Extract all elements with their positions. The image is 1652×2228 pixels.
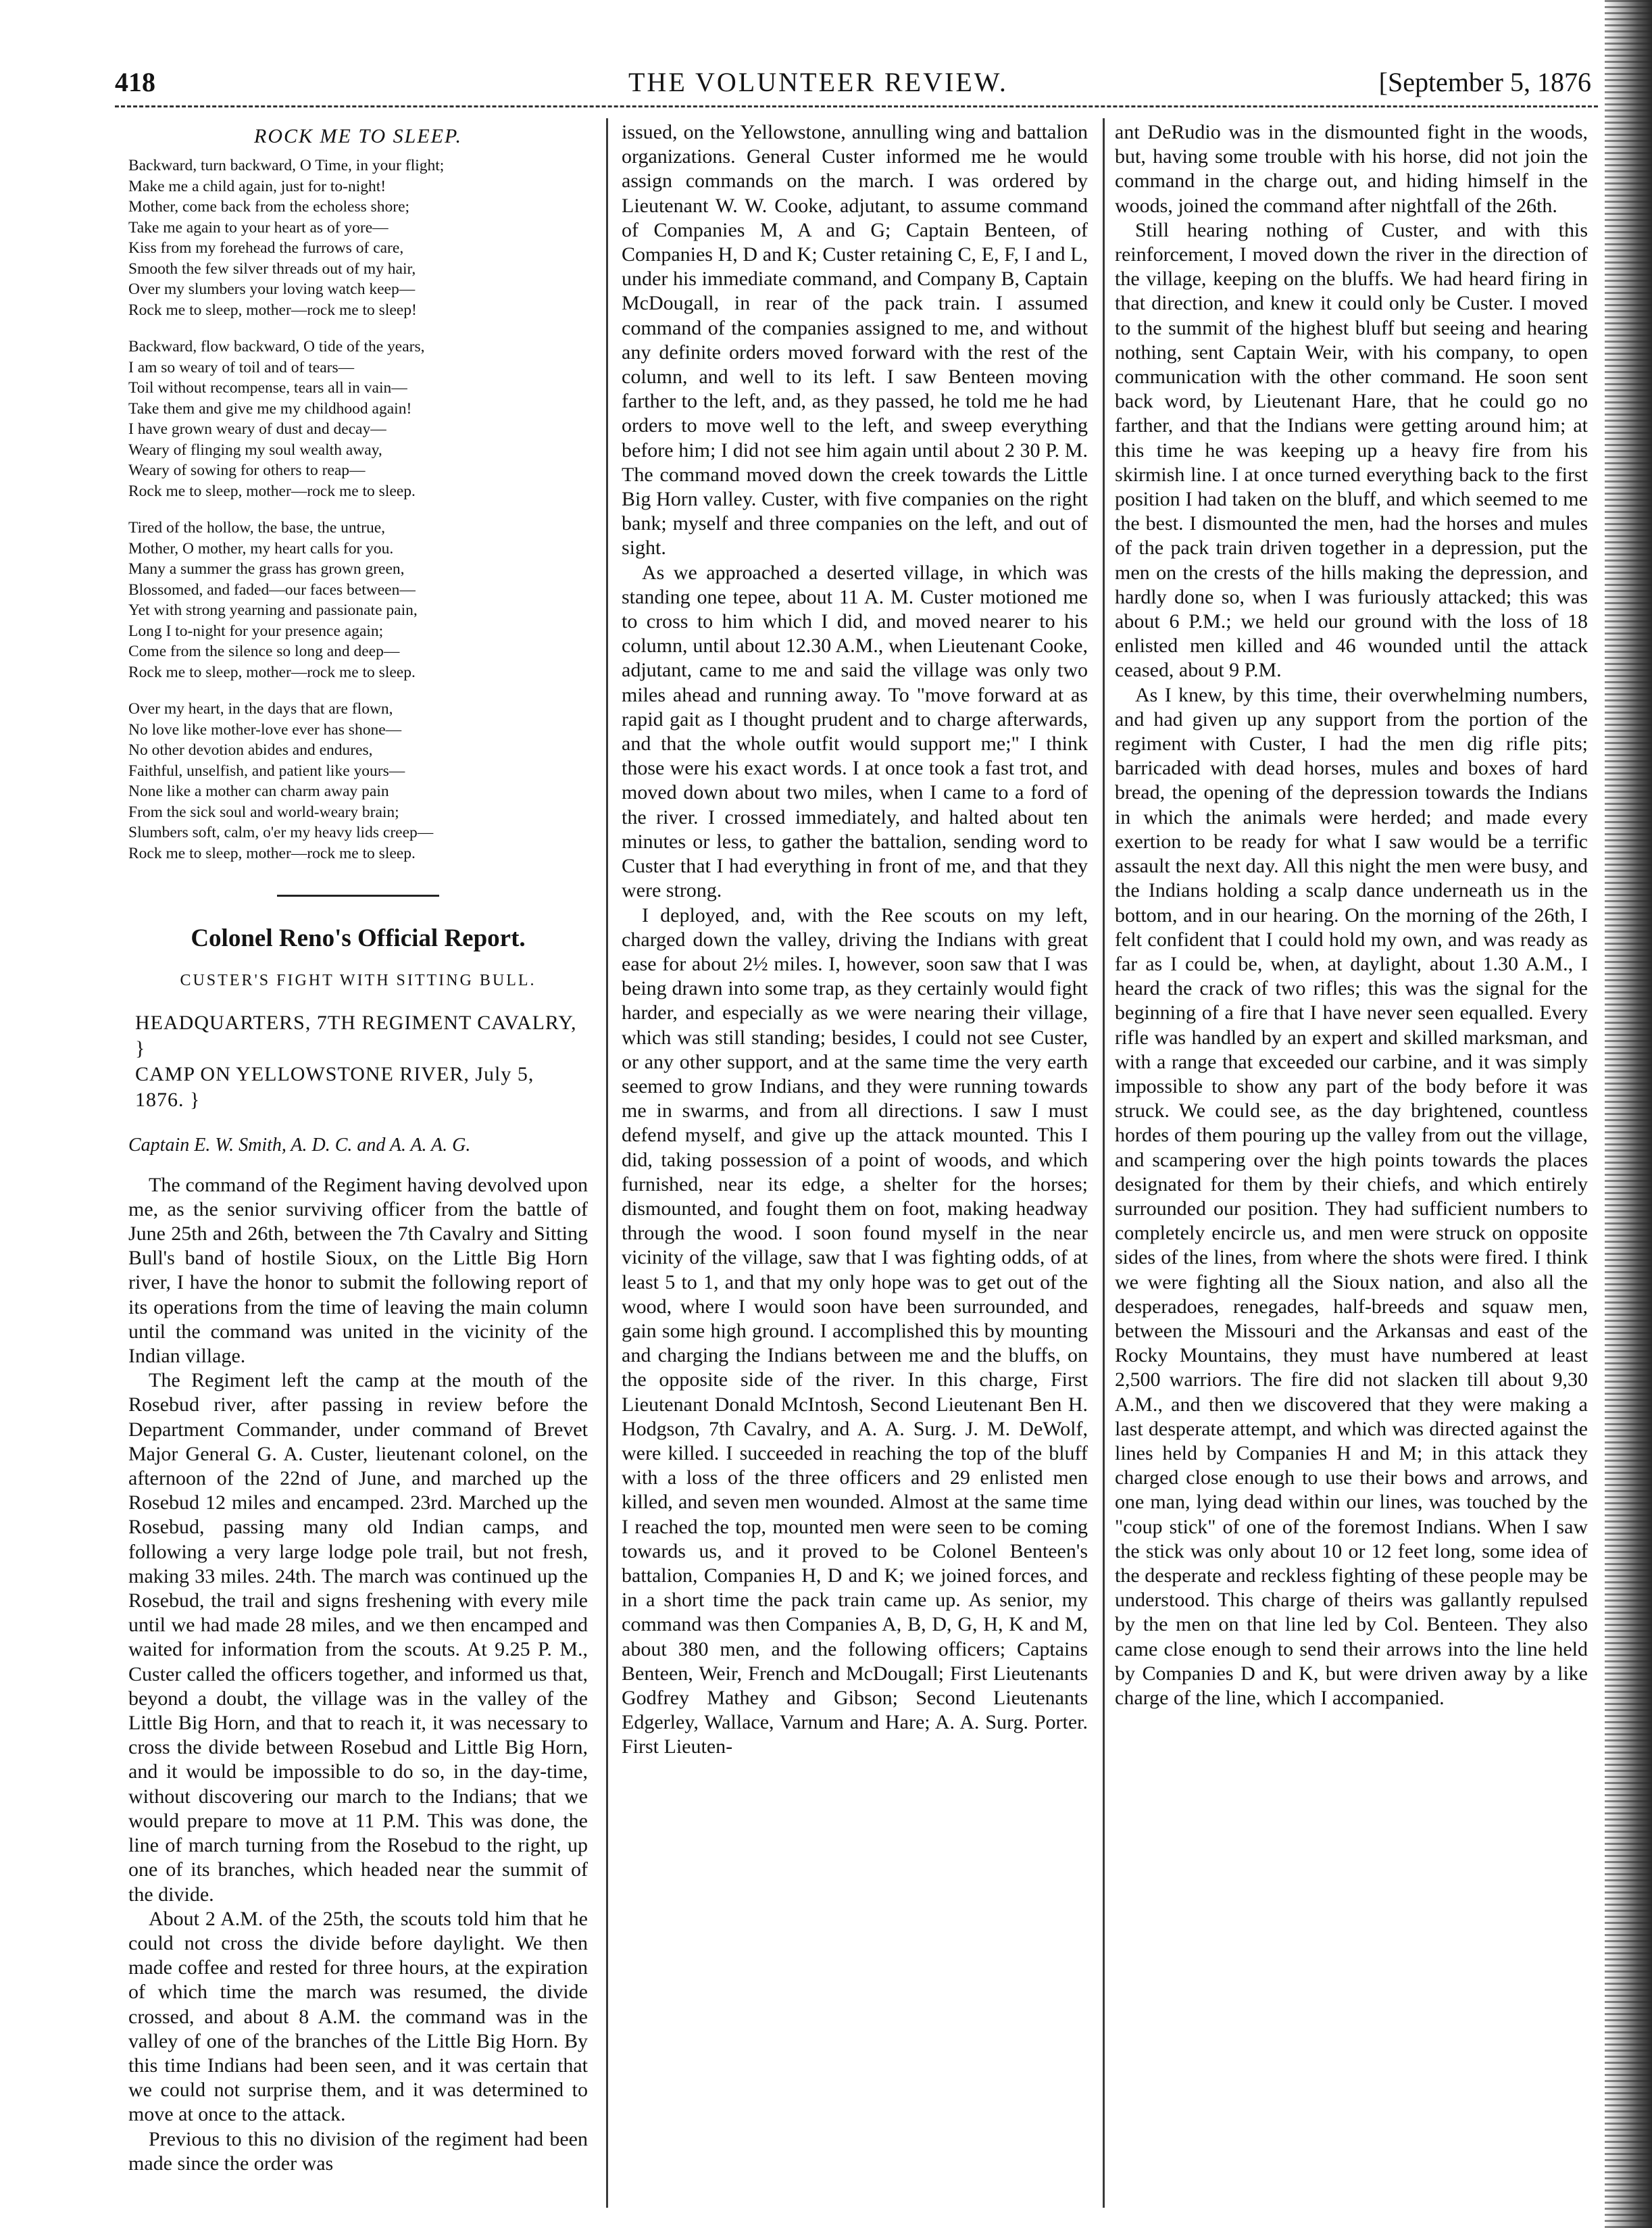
poem-line: Over my slumbers your loving watch keep— bbox=[128, 280, 416, 299]
poem-stanza bbox=[128, 337, 588, 501]
article-addressee: Captain E. W. Smith, A. D. C. and A. A. A. G. bbox=[128, 1135, 471, 1156]
poem-line: Weary of flinging my soul wealth away, bbox=[128, 441, 382, 459]
column-2-text bbox=[622, 120, 1088, 1760]
column-2 bbox=[622, 120, 1088, 1760]
poem-line: Rock me to sleep, mother—rock me to sleep! bbox=[128, 301, 417, 319]
poem-line: Long I to-night for your presence again; bbox=[128, 622, 384, 640]
poem-line: Backward, turn backward, O Time, in your flight; bbox=[128, 157, 445, 175]
article-paragraph: ant DeRudio was in the dismounted fight in the woods, but, having some trouble with his horse, did not join the command in the charge out, and hiding himself in the woods, joined the command after nightfall of the 26th. bbox=[1115, 121, 1588, 217]
article-paragraph: Previous to this no division of the regiment had been made since the order was bbox=[128, 2127, 588, 2175]
dateline-line: CAMP ON YELLOWSTONE RIVER, July 5, 1876. } bbox=[135, 1063, 534, 1112]
article-paragraph: Still hearing nothing of Custer, and with this reinforcement, I moved down the river in the direction of the village, keeping on the bluffs. We had heard firing in that direction, and knew it could only be Custer. I moved to the summit of the highest bluff but seeing and hearing nothing, sent Captain Weir, with his company, to open communication with the other command. He soon sent back word, by Lieutenant Hare, that he could go no farther, and that the Indians were getting around him; at this time he was keeping up a heavy fire from his skirmish line. I at once turned everything back to the first position I had taken on the bluff, and which seemed to me the best. I dismounted the men, had the horses and mules of the pack train driven together in a depression, put the men on the crests of the hills making the depression, and hardly done so, when I was furiously attacked; this was about 6 P.M.; we held our ground with the loss of 18 enlisted men killed and 46 wounded until the attack ceased, about 9 P.M. bbox=[1115, 218, 1588, 682]
poem-line: Take me again to your heart as of yore— bbox=[128, 218, 389, 237]
scan-edge-shadow bbox=[1605, 0, 1652, 2228]
article-paragraph: issued, on the Yellowstone, annulling wing and battalion organizations. General Custer informed me he would assign commands on the march. I was ordered by Lieutenant W. W. Cooke, adjutant, to assume command of Companies M, A and G; Captain Benteen, of Companies H, D and K; Custer retaining C, E, F, I and L, under his immediate command, and Company B, Captain McDougall, in rear of the pack train. I assumed command of the companies assigned to me, and without any definite orders moved forward with the rest of the column, and well to its left. I saw Benteen moving farther to the left, and, as they passed, he told me he had orders to move well to the left, and sweep everything before him; I did not see him again until about 2 30 P. M. The command moved down the creek towards the Little Big Horn valley. Custer, with five companies on the right bank; myself and three companies on the left, and out of sight. bbox=[622, 121, 1088, 560]
poem-line: Backward, flow backward, O tide of the years, bbox=[128, 338, 425, 356]
poem-line: Over my heart, in the days that are flown, bbox=[128, 700, 393, 718]
poem-line: Yet with strong yearning and passionate pain, bbox=[128, 601, 418, 620]
poem-line: Tired of the hollow, the base, the untrue, bbox=[128, 519, 386, 537]
article-dateline bbox=[128, 1010, 588, 1113]
poem-line: No love like mother-love ever has shone— bbox=[128, 720, 402, 739]
poem-stanza bbox=[128, 518, 588, 683]
poem-line: Mother, come back from the echoless shore; bbox=[128, 198, 410, 216]
poem-title: ROCK ME TO SLEEP. bbox=[254, 125, 462, 147]
article-paragraph: About 2 A.M. of the 25th, the scouts told him that he could not cross the divide before daylight. We then made coffee and rested for three hours, at the expiration of which time the march was resumed, the divide crossed, and about 8 A.M. the command was in the valley of one of the branches of the Little Big Horn. By this time Indians had been seen, and it was certain that we could not surprise them, and it was determined to move at once to the attack. bbox=[128, 1907, 588, 2126]
column-rule bbox=[1103, 118, 1105, 2208]
poem-line: Rock me to sleep, mother—rock me to sleep. bbox=[128, 663, 416, 681]
column-3 bbox=[1115, 120, 1588, 1710]
poem-line: From the sick soul and world-weary brain; bbox=[128, 803, 399, 821]
poem-line: Toil without recompense, tears all in vain— bbox=[128, 379, 407, 397]
poem-line: Many a summer the grass has grown green, bbox=[128, 560, 405, 578]
poem-line: Kiss from my forehead the furrows of care, bbox=[128, 239, 404, 257]
poem-line: Blossomed, and faded—our faces between— bbox=[128, 580, 416, 599]
poem-line: Come from the silence so long and deep— bbox=[128, 643, 400, 661]
poem-line: Smooth the few silver threads out of my hair, bbox=[128, 259, 416, 278]
article-paragraph: The Regiment left the camp at the mouth of the Rosebud river, after passing in review before the Department Commander, under command of Brevet Major General G. A. Custer, lieutenant colonel, on the afternoon of the 22nd of June, and marched up the Rosebud 12 miles and encamped. 23rd. Marched up the Rosebud, passing many old Indian camps, and following a very large lodge pole trail, but not fresh, making 33 miles. 24th. The march was continued up the Rosebud, the trail and signs freshening with every mile until we had made 28 miles, and we then encamped and waited for information from the scouts. At 9.25 P. M., Custer called the officers together, and informed us that, beyond a doubt, the village was in the valley of the Little Big Horn, and that to reach it, it was necessary to cross the divide between Rosebud and Little Big Horn, and it would be impossible to do so, in the day-time, without discovering our march to the Indians; that we would prepare to move at 11 P.M. This was done, the line of march turning from the Rosebud to the right, up one of its branches, which headed near the summit of the divide. bbox=[128, 1369, 588, 1906]
poem-line: Mother, O mother, my heart calls for you. bbox=[128, 539, 394, 558]
poem-line: Take them and give me my childhood again! bbox=[128, 399, 412, 418]
poem-line: I have grown weary of dust and decay— bbox=[128, 420, 386, 439]
poem-line: Rock me to sleep, mother—rock me to sleep. bbox=[128, 482, 416, 500]
poem-line: Slumbers soft, calm, o'er my heavy lids creep— bbox=[128, 824, 434, 842]
poem-line: Make me a child again, just for to-night! bbox=[128, 177, 386, 195]
issue-date: [September 5, 1876 bbox=[1378, 67, 1591, 97]
column-3-text bbox=[1115, 120, 1588, 1710]
publication-title: THE VOLUNTEER REVIEW. bbox=[628, 67, 1008, 97]
article-paragraph: The command of the Regiment having devolved upon me, as the senior surviving officer from the battle of June 25th and 26th, between the 7th Cavalry and Sitting Bull's band of hostile Sioux, on the Little Big Horn river, I have the honor to submit the following report of its operations from the time of leaving the main column until the command was united in the vicinity of the Indian village. bbox=[128, 1173, 588, 1368]
poem-line: Faithful, unselfish, and patient like yours— bbox=[128, 762, 405, 780]
poem-line: None like a mother can charm away pain bbox=[128, 783, 389, 801]
poem-stanza bbox=[128, 699, 588, 864]
column-1-text bbox=[128, 1173, 588, 2176]
poem-line: No other devotion abides and endures, bbox=[128, 741, 373, 760]
column-1 bbox=[128, 122, 588, 2176]
article-paragraph: As we approached a deserted village, in which was standing one tepee, about 11 A. M. Custer motioned me to cross to him which I did, and moved nearer to his column, until about 12.30 A.M., when Lieutenant Cooke, adjutant, came to me and said the village was only two miles ahead and running away. To "move forward at as rapid gait as I thought prudent and to charge afterwards, and that the whole outfit would support me;" I think those were his exact words. I at once took a fast trot, and moved down about two miles, when I came to a ford of the river. I crossed immediately, and halted about ten minutes or less, to gather the battalion, sending word to Custer that I had everything in front of me, and that they were strong. bbox=[622, 561, 1088, 902]
dateline-line: HEADQUARTERS, 7TH REGIMENT CAVALRY, } bbox=[135, 1012, 577, 1060]
poem-stanza bbox=[128, 155, 588, 320]
page-number: 418 bbox=[115, 67, 155, 97]
article-paragraph: I deployed, and, with the Ree scouts on my left, charged down the valley, driving the Indians with great ease for about 2½ miles. I, however, soon saw that I was being drawn into some trap, as they certainly would fight harder, and especially as we were nearing their village, which was still standing; besides, I could not see Custer, or any other support, and at the same time the very earth seemed to grow Indians, and they were running towards me in swarms, and from all directions. I saw I must defend myself, and give up the attack mounted. This I did, taking possession of a point of woods, and which furnished, near its edge, a shelter for the horses; dismounted, and fought them on foot, making headway through the wood. I soon found myself in the near vicinity of the village, saw that I was fighting odds, of at least 5 to 1, and that my only hope was to get out of the wood, where I would soon have been surrounded, and gain some high ground. I accomplished this by mounting and charging the Indians between me and the bluffs, on the opposite side of the river. In this charge, First Lieutenant Donald McIntosh, Second Lieutenant Ben H. Hodgson, 7th Cavalry, and A. A. Surg. J. M. DeWolf, were killed. I succeeded in reaching the top of the bluff with a loss of the three officers and 29 enlisted men killed, and seven men wounded. Almost at the same time I reached the top, mounted men were seen to be coming towards us, and it proved to be Colonel Benteen's battalion, Companies H, D and K; we joined forces, and in a short time the pack train came up. As senior, my command was then Companies A, B, D, G, H, K and M, about 380 men, and the following officers; Captains Benteen, Weir, French and McDougall; First Lieutenants Godfrey Mathey and Gibson; Second Lieutenants Edgerley, Wallace, Varnum and Hare; A. A. Surg. Porter. First Lieuten- bbox=[622, 903, 1088, 1758]
poem-body bbox=[128, 155, 588, 864]
poem-line: Weary of sowing for others to reap— bbox=[128, 462, 366, 480]
column-rule bbox=[606, 118, 608, 2208]
article-title: Colonel Reno's Official Report. bbox=[191, 924, 526, 953]
poem-line: I am so weary of toil and of tears— bbox=[128, 358, 355, 376]
header-rule bbox=[115, 105, 1598, 107]
section-divider bbox=[277, 895, 439, 897]
poem-line: Rock me to sleep, mother—rock me to sleep. bbox=[128, 844, 416, 862]
article-paragraph: As I knew, by this time, their overwhelming numbers, and had given up any support from the portion of the regiment with Custer, I had the men dig rifle pits; barricaded with dead horses, mules and boxes of hard bread, the opening of the depression towards the Indians in which the animals were herded; and made every exertion to be ready for what I saw would be a terrific assault the next day. All this night the men were busy, and the Indians holding a scalp dance underneath us in the bottom, and in our hearing. On the morning of the 26th, I felt confident that I could hold my own, and was ready as far as I could be, when, at daylight, about 1.30 A.M., I heard the crack of two rifles; this was the signal for the beginning of a fire that I have never seen equalled. Every rifle was handled by an expert and skilled marksman, and with a range that exceeded our carbine, and it was simply impossible to show any part of the body before it was struck. We could see, as the day brightened, countless hordes of them pouring up the valley from out the village, and scampering over the high points towards the places designated for them by their chiefs, and which entirely surrounded our position. They had sufficient numbers to completely encircle us, and men were struck on opposite sides of the lines, from where the shots were fired. I think we were fighting all the Sioux nation, and also all the desperadoes, renegades, half-breeds and squaw men, between the Missouri and the Arkansas and east of the Rocky Mountains, they must have numbered at least 2,500 warriors. The fire did not slacken till about 9,30 A.M., and then we discovered that they were making a last desperate attempt, and which was directed against the lines held by Companies H and M; in this attack they charged close enough to use their bows and arrows, and one man, lying dead within our lines, was touched by the "coup stick" of one of the foremost Indians. When I saw the stick was only about 10 or 12 feet long, some idea of the desperate and reckless fighting of these people may be understood. This charge of theirs was gallantly repulsed by the men on that line led by Col. Benteen. They also came close enough to send their arrows into the line held by Companies D and K, but were driven away by a like charge of the line, which I accompanied. bbox=[1115, 683, 1588, 1709]
article-subheading: CUSTER'S FIGHT WITH SITTING BULL. bbox=[180, 972, 536, 990]
